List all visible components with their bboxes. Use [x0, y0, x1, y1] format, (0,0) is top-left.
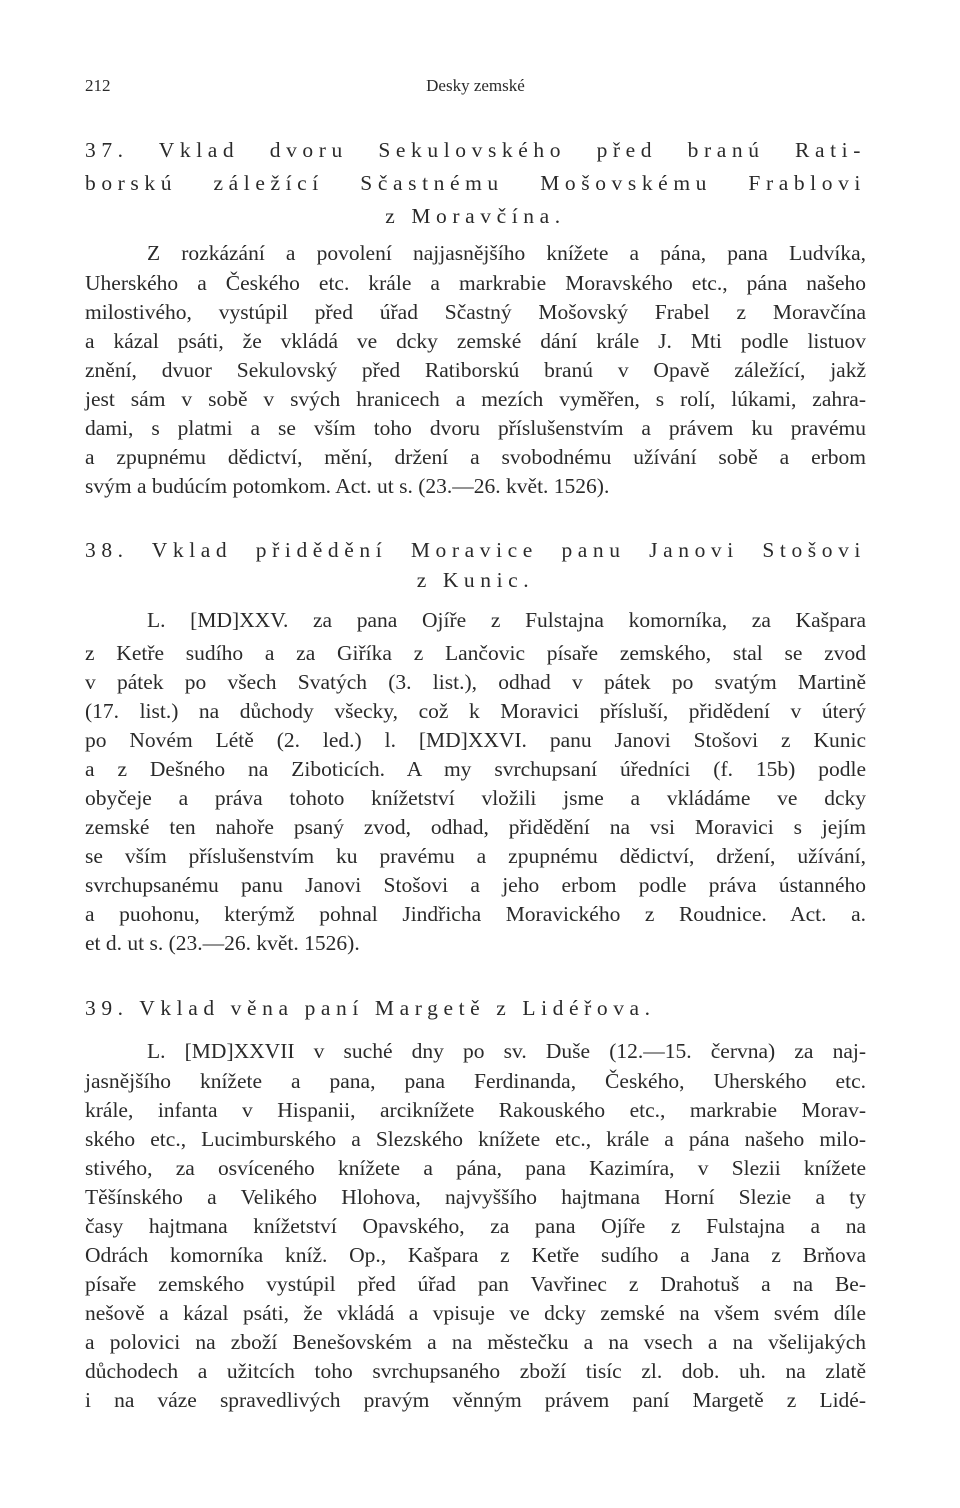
- entry-38-text-line: v pátek po všech Svatých (3. list.), odhad v pátek po svatým Martině: [85, 670, 866, 694]
- entry-38-heading-line: 38. Vklad přidědění Moravice panu Janovi Stošovi: [85, 538, 866, 562]
- entry-39-text-line: nešově a kázal psáti, že vkládá a vpisuje ve dcky zemské na všem svém díle: [85, 1301, 866, 1325]
- entry-38-text-line: z Ketře sudího a za Giříka z Lančovic písaře zemského, stal se zvod: [85, 641, 866, 665]
- entry-37-text-line: Uherského a Českého etc. krále a markrabie Moravského etc., pána našeho: [85, 271, 866, 295]
- entry-37-text-line: znění, dvuor Sekulovský před Ratiborskú branú v Opavě záležící, jakž: [85, 358, 866, 382]
- entry-39-text-line: jasnějšího knížete a pana, pana Ferdinanda, Českého, Uherského etc.: [85, 1069, 866, 1093]
- entry-37-text-line: milostivého, vystúpil před úřad Sčastný Mošovský Frabel z Moravčína: [85, 300, 866, 324]
- entry-37-text-line: dami, s platmi a se vším toho dvoru příslušenstvím a právem ku pravému: [85, 416, 866, 440]
- entry-38-heading-line: z Kunic.: [416, 568, 535, 592]
- entry-39-heading-line: 39. Vklad věna paní Margetě z Lidéřova.: [85, 996, 656, 1020]
- entry-38-text-line: a puohonu, kterýmž pohnal Jindřicha Moravického z Roudnice. Act. a.: [85, 902, 866, 926]
- entry-39-text-line: ského etc., Lucimburského a Slezského knížete etc., krále a pána našeho milo-: [85, 1127, 866, 1151]
- entry-37-text-line: Z rozkázání a povolení najjasnějšího knížete a pána, pana Ludvíka,: [147, 241, 866, 265]
- entry-39-text-line: stivého, za osvíceného knížete a pána, pana Kazimíra, v Slezii knížete: [85, 1156, 866, 1180]
- entry-37-heading-line: borskú záležící Sčastnému Mošovskému Frablovi: [85, 171, 866, 195]
- entry-39-text-line: časy hajtmana knížetství Opavského, za pana Ojíře z Fulstajna a na: [85, 1214, 866, 1238]
- entry-39-text-line: a polovici na zboží Benešovském a na městečku a na vsech a na všelijakých: [85, 1330, 866, 1354]
- entry-38-text-line: L. [MD]XXV. za pana Ojíře z Fulstajna komorníka, za Kašpara: [147, 608, 866, 632]
- page-header: [85, 76, 866, 104]
- entry-38-text-line: (17. list.) na důchody všecky, což k Moravici přísluší, přidědení v úterý: [85, 699, 866, 723]
- running-title: Desky zemské: [426, 76, 525, 95]
- entry-38-text-line: svrchupsanému panu Janovi Stošovi a jeho erbom podle práva ústanného: [85, 873, 866, 897]
- entry-38-text-line: se vším příslušenstvím ku pravému a zpupnému dědictví, držení, užívání,: [85, 844, 866, 868]
- entry-38-text-line: zemské ten nahoře psaný zvod, odhad, přidědění na vsi Moravici s jejím: [85, 815, 866, 839]
- entry-37-heading-line: z Moravčína.: [385, 204, 566, 228]
- entry-39-text-line: Těšínského a Velikého Hlohova, najvyššího hajtmana Horní Slezie a ty: [85, 1185, 866, 1209]
- entry-39-text-line: L. [MD]XXVII v suché dny po sv. Duše (12.—15. června) za naj-: [147, 1039, 866, 1063]
- entry-38-text-line: po Novém Létě (2. led.) l. [MD]XXVI. panu Janovi Stošovi z Kunic: [85, 728, 866, 752]
- entry-39-text-line: Odrách komorníka kníž. Op., Kašpara z Ketře sudího a Jana z Brňova: [85, 1243, 866, 1267]
- entry-39-text-line: důchodech a užitcích toho svrchupsaného zboží tisíc zl. dob. uh. na zlatě: [85, 1359, 866, 1383]
- entry-37-text-line: a zpupnému dědictví, mění, držení a svobodnému užívání sobě a erbom: [85, 445, 866, 469]
- entry-37-text-line: jest sám v sobě v svých hranicech a mezích vyměřen, s rolí, lúkami, zahra-: [85, 387, 866, 411]
- entry-38-text-line: obyčeje a práva tohoto knížetství vložili jsme a vkládáme ve dcky: [85, 786, 866, 810]
- entry-37-heading-line: 37. Vklad dvoru Sekulovského před branú Rati-: [85, 138, 866, 162]
- entry-39-text-line: i na váze spravedlivých pravým věnným právem paní Margetě z Lidé-: [85, 1388, 866, 1412]
- page-number: 212: [85, 76, 111, 95]
- entry-38-text-line: et d. ut s. (23.—26. květ. 1526).: [85, 931, 360, 955]
- entry-39-text-line: krále, infanta v Hispanii, arcikníže​te Rakouského etc., markrabie Morav-: [85, 1098, 866, 1122]
- entry-37-text-line: svým a budúcím potomkom. Act. ut s. (23.—26. květ. 1526).: [85, 474, 610, 498]
- entry-38-text-line: a z Dešného na Ziboticích. A my svrchupsaní úředníci (f. 15b) podle: [85, 757, 866, 781]
- entry-37-text-line: a kázal psáti, že vkládá ve dcky zemské dání krále J. Mti podle listuov: [85, 329, 866, 353]
- entry-39-text-line: písaře zemského vystúpil před úřad pan Vavřinec z Drahotuš a na Be-: [85, 1272, 866, 1296]
